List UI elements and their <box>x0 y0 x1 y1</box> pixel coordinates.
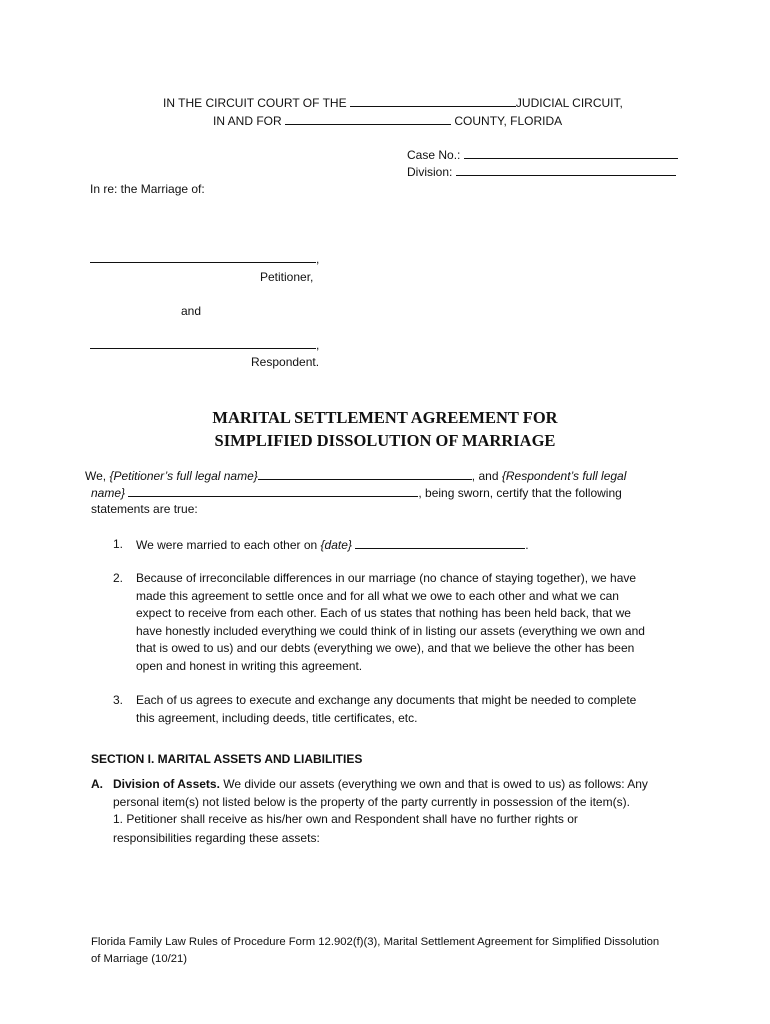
item-3-line: this agreement, including deeds, title certificates, etc. <box>136 710 418 725</box>
item-2-line: expect to receive from each other. Each of us states that nothing has been held back, that we <box>136 606 631 620</box>
intro-line1: We, {Petitioner’s full legal name} , and {Respondent’s full legal <box>85 469 627 483</box>
division-row: Division: <box>407 163 676 181</box>
petitioner-label: Petitioner, <box>260 270 314 284</box>
court-header-line1: IN THE CIRCUIT COURT OF THE JUDICIAL CIRCUIT, <box>163 96 623 110</box>
item-2-line: open and honest in writing this agreement. <box>136 658 363 673</box>
court-header-line2: IN AND FOR COUNTY, FLORIDA <box>213 114 563 128</box>
petitioner-name-field[interactable] <box>90 250 316 263</box>
item-3-number: 3. <box>113 693 124 707</box>
item-2-line: made this agreement to settle once and for all what we owe to each other and what we can <box>136 588 619 603</box>
petitioner-name-line: , <box>90 250 319 268</box>
case-number-row: Case No.: <box>407 146 678 164</box>
section-1-a-label: A. <box>91 777 103 791</box>
item-3-line: Each of us agrees to execute and exchange any documents that might be needed to complete <box>136 693 637 707</box>
section-1-a-line3: 1. Petitioner shall receive as his/her own and Respondent shall have no further rights or <box>113 812 578 826</box>
item-1-number: 1. <box>113 537 124 551</box>
footer-form-line2: of Marriage (10/21) <box>91 953 188 965</box>
item-1-text: We were married to each other on {date} . <box>136 538 529 552</box>
in-re-label: In re: the Marriage of: <box>90 182 205 196</box>
judicial-circuit-blank[interactable] <box>350 94 516 107</box>
case-number-field[interactable] <box>464 146 678 159</box>
item-2-line: Because of irreconcilable differences in our marriage (no chance of staying together), we have <box>136 571 637 585</box>
intro-line2: name} , being sworn, certify that the following <box>91 486 622 500</box>
document-title-line2: SIMPLIFIED DISSOLUTION OF MARRIAGE <box>214 431 556 450</box>
item-2-number: 2. <box>113 571 124 585</box>
respondent-name-field[interactable] <box>90 336 316 349</box>
footer-form-line1: Florida Family Law Rules of Procedure Form 12.902(f)(3), Marital Settlement Agreement for Simplified Dissolution <box>91 936 660 948</box>
section-1-a-line4: responsibilities regarding these assets: <box>113 831 320 845</box>
section-1-heading: SECTION I. MARITAL ASSETS AND LIABILITIES <box>91 752 363 766</box>
division-field[interactable] <box>456 163 676 176</box>
section-1-a-line2: personal item(s) not listed below is the property of the party currently in possession of the item(s). <box>113 794 630 809</box>
document-title-line1: MARITAL SETTLEMENT AGREEMENT FOR <box>212 408 558 427</box>
respondent-name-line: , <box>90 336 319 354</box>
respondent-label: Respondent. <box>251 355 320 369</box>
section-1-a-line1: Division of Assets. We divide our assets (everything we own and that is owed to us) as follows: Any <box>113 777 648 791</box>
marriage-date-field[interactable] <box>355 536 525 549</box>
intro-line3: statements are true: <box>91 502 198 516</box>
respondent-full-name-field[interactable] <box>128 484 418 497</box>
and-label: and <box>181 304 202 318</box>
item-2-line: that is owed to us) and our debts (everything we owe), and that we believe the other has been <box>136 641 635 655</box>
county-blank[interactable] <box>285 112 451 125</box>
petitioner-full-name-field[interactable] <box>258 467 472 480</box>
item-2-line: have honestly included everything we could think of in listing our assets (everything we own and <box>136 623 645 638</box>
